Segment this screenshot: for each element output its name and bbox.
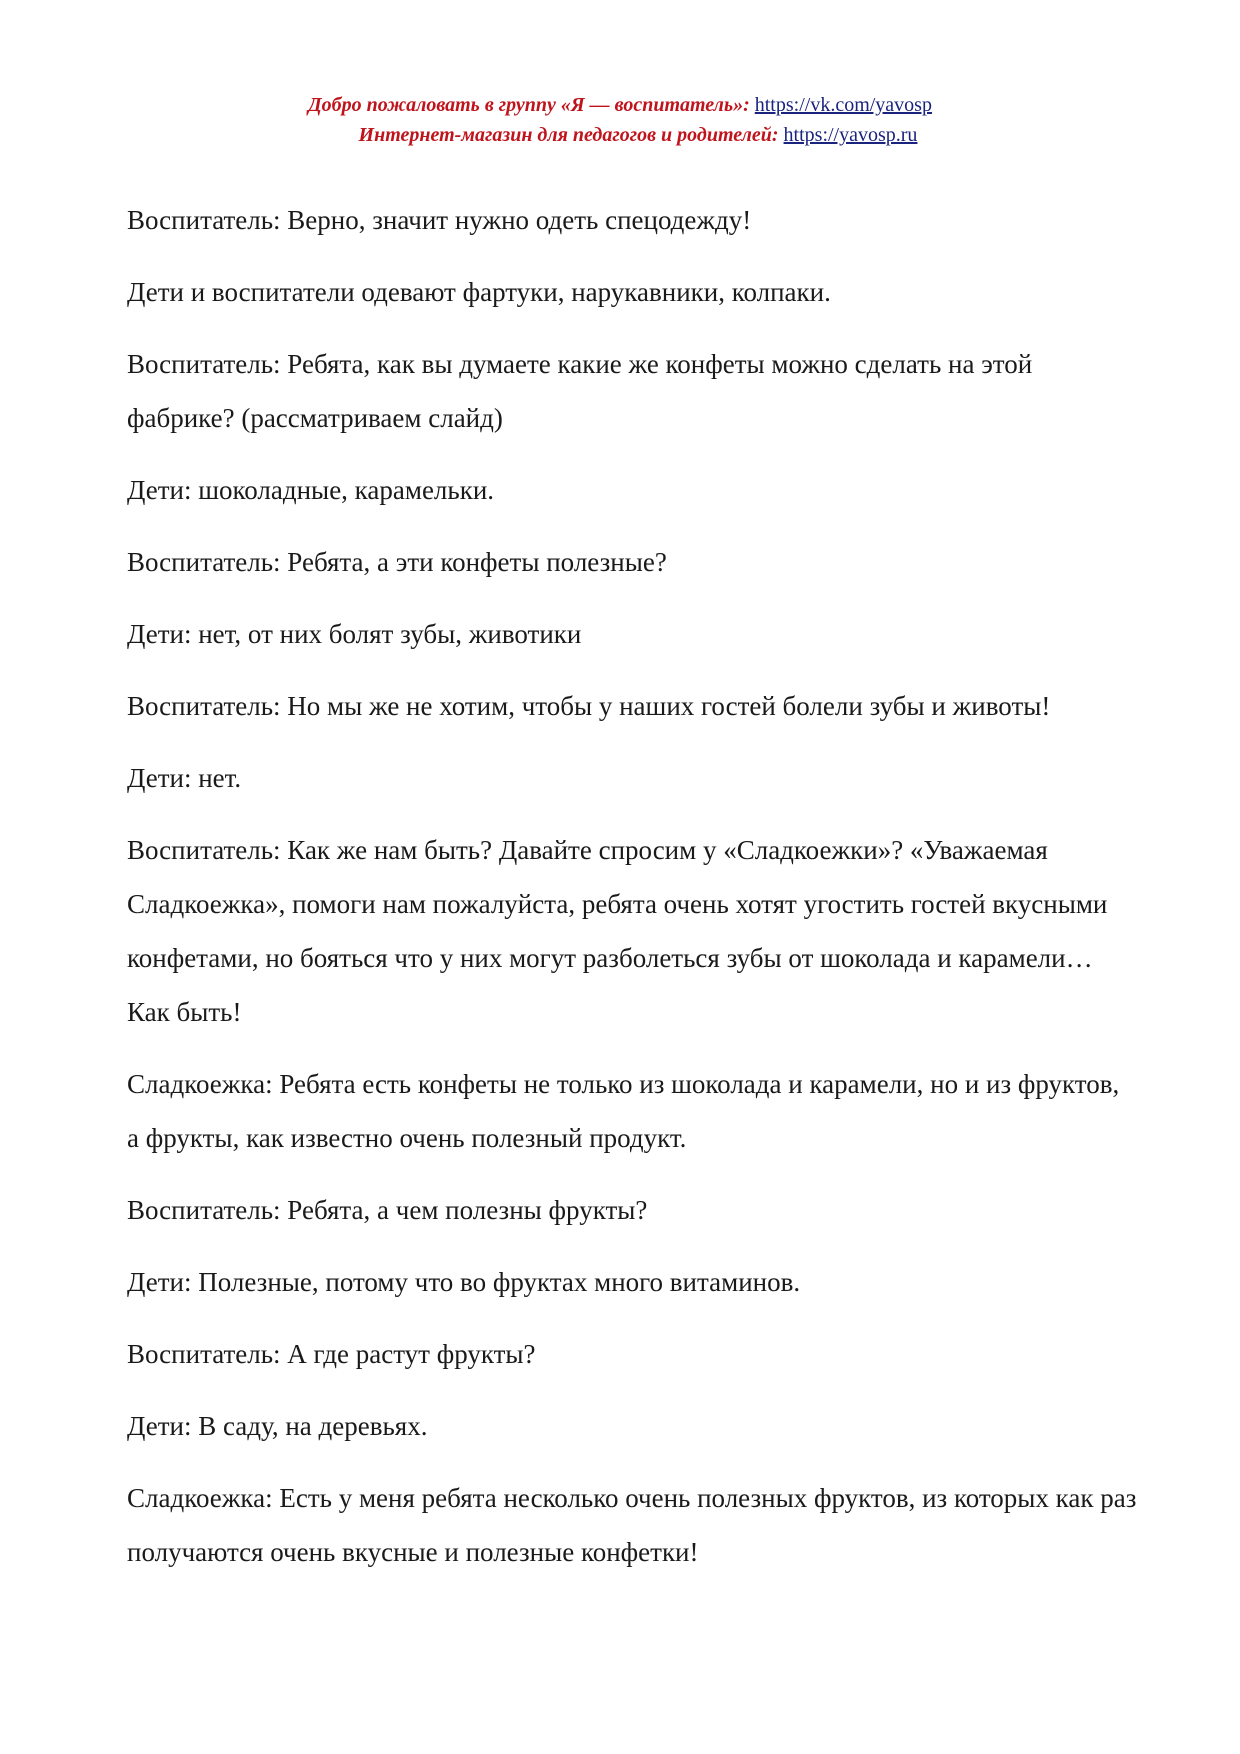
paragraph-13: Воспитатель: А где растут фрукты? <box>127 1339 536 1369</box>
paragraph-11: Воспитатель: Ребята, а чем полезны фрукты? <box>127 1195 648 1225</box>
paragraph-6: Дети: нет, от них болят зубы, животики <box>127 619 582 649</box>
paragraph-8: Дети: нет. <box>127 763 242 793</box>
header-line-group <box>0 90 1240 120</box>
header-shop-link[interactable]: https://yavosp.ru <box>783 124 918 146</box>
paragraph-12: Дети: Полезные, потому что во фруктах много витаминов. <box>127 1267 801 1297</box>
paragraph-15: Сладкоежка: Есть у меня ребята несколько очень полезных фруктов, из которых как раз получаются очень вкусные и полезные конфетки! <box>127 1483 1137 1567</box>
paragraph-7: Воспитатель: Но мы же не хотим, чтобы у наших гостей болели зубы и животы! <box>127 691 1051 721</box>
paragraph-2: Дети и воспитатели одевают фартуки, нарукавники, колпаки. <box>127 277 831 307</box>
page-header <box>0 90 1240 150</box>
paragraph-14: Дети: В саду, на деревьях. <box>127 1411 428 1441</box>
header-line-shop <box>0 120 1240 150</box>
paragraph-5: Воспитатель: Ребята, а эти конфеты полезные? <box>127 547 667 577</box>
paragraph-10: Сладкоежка: Ребята есть конфеты не только из шоколада и карамели, но и из фруктов, а фрукты, как известно очень полезный продукт. <box>127 1069 1120 1153</box>
header-group-label: Добро пожаловать в группу «Я — воспитатель»: <box>308 94 750 116</box>
paragraph-4: Дети: шоколадные, карамельки. <box>127 475 495 505</box>
header-group-link[interactable]: https://vk.com/yavosp <box>754 94 932 116</box>
document-body <box>127 193 1137 1597</box>
paragraph-3: Воспитатель: Ребята, как вы думаете какие же конфеты можно сделать на этой фабрике? (рассматриваем слайд) <box>127 349 1033 433</box>
paragraph-1: Воспитатель: Верно, значит нужно одеть спецодежду! <box>127 205 752 235</box>
header-shop-label: Интернет-магазин для педагогов и родителей: <box>358 124 779 146</box>
paragraph-9: Воспитатель: Как же нам быть? Давайте спросим у «Сладкоежки»? «Уважаемая Сладкоежка», помоги нам пожалуйста, ребята очень хотят угостить гостей вкусными конфетами, но бояться что у них могут разболеться зубы от шоколада и карамели… Как быть! <box>127 835 1108 1027</box>
